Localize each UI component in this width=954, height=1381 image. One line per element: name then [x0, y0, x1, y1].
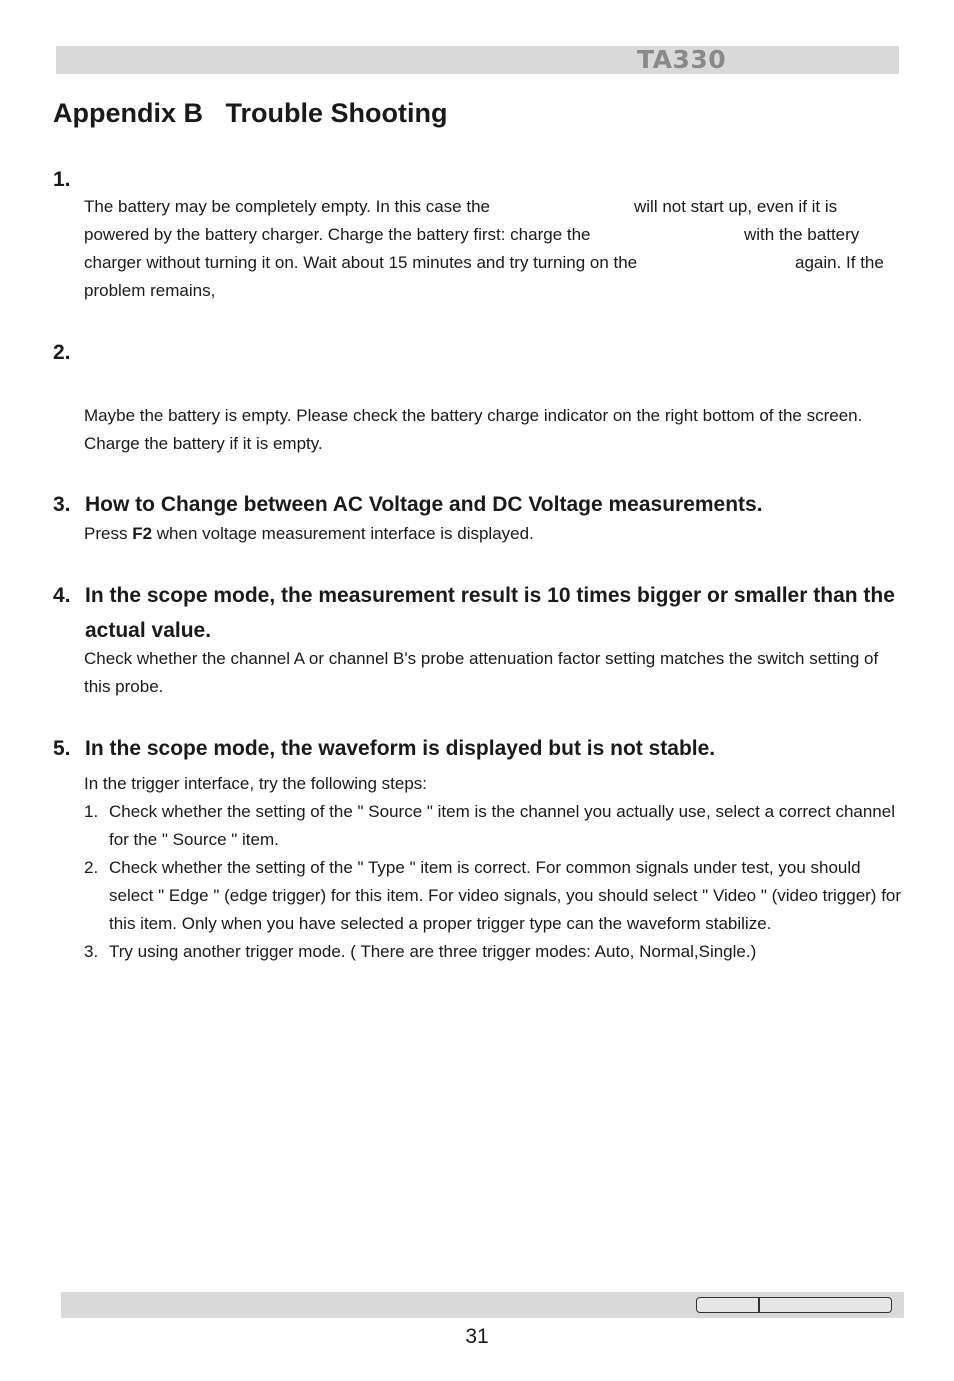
- step-number: 1.: [84, 802, 99, 821]
- list-item: [84, 798, 904, 854]
- section-1-line-3b: again. If the: [795, 253, 884, 272]
- section-3-body: [84, 520, 899, 548]
- section-1-line-1b: will not start up, even if it is: [634, 197, 838, 216]
- section-1-number: 1.: [53, 168, 71, 191]
- section-5-intro: In the trigger interface, try the following steps:: [84, 774, 428, 793]
- model-name: TA330: [637, 45, 727, 74]
- section-4-number: 4.: [53, 584, 71, 607]
- f2-key-label: F2: [132, 524, 153, 543]
- list-item: [84, 854, 904, 938]
- trigger-steps-list: [84, 798, 904, 966]
- section-3-body-suffix: when voltage measurement interface is displayed.: [152, 524, 534, 543]
- section-4-body: Check whether the channel A or channel B's probe attenuation factor setting matches the switch setting of this probe.: [84, 649, 879, 696]
- page-title: Appendix B Trouble Shooting: [53, 98, 448, 128]
- section-3-heading-text: How to Change between AC Voltage and DC Voltage measurements.: [85, 493, 763, 516]
- section-5-heading-text: In the scope mode, the waveform is displayed but is not stable.: [85, 737, 716, 760]
- section-3-number: 3.: [53, 493, 71, 516]
- footer-tab-divider: [758, 1298, 760, 1312]
- step-number: 3.: [84, 942, 99, 961]
- section-1-line-3a: charger without turning it on. Wait about 15 minutes and try turning on the: [84, 253, 638, 272]
- step-text: Check whether the setting of the " Source " item is the channel you actually use, select a correct channel for the " Source " item.: [109, 802, 895, 849]
- section-5-heading: [53, 731, 903, 766]
- list-item: [84, 938, 904, 966]
- footer-tab-decoration: [696, 1297, 892, 1313]
- step-text: Try using another trigger mode. ( There are three trigger modes: Auto, Normal,Single.): [109, 942, 757, 961]
- page-number: 31: [465, 1325, 489, 1348]
- section-3-body-prefix: Press: [84, 524, 133, 543]
- header-bar: [56, 46, 899, 74]
- section-4-heading-text: In the scope mode, the measurement result is 10 times bigger or smaller than the actual value.: [85, 584, 895, 642]
- section-3-heading: [53, 487, 903, 522]
- section-2-number: 2.: [53, 341, 71, 364]
- step-text: Check whether the setting of the " Type " item is correct. For common signals under test, you should select " Edge " (edge trigger) for this item. For video signals, you should select " Video " (video trigger) for this item. Only when you have selected a proper trigger type can the waveform stabilize.: [109, 858, 902, 933]
- section-4-heading: [53, 578, 903, 648]
- section-1-line-2b: with the battery: [744, 225, 860, 244]
- section-1-line-4: problem remains,: [84, 281, 216, 300]
- section-5-number: 5.: [53, 737, 71, 760]
- section-1-line-2a: powered by the battery charger. Charge the battery first: charge the: [84, 225, 591, 244]
- step-number: 2.: [84, 858, 99, 877]
- section-2-body: Maybe the battery is empty. Please check the battery charge indicator on the right bottom of the screen. Charge the battery if it is empty.: [84, 406, 863, 453]
- section-1-line-1a: The battery may be completely empty. In this case the: [84, 197, 490, 216]
